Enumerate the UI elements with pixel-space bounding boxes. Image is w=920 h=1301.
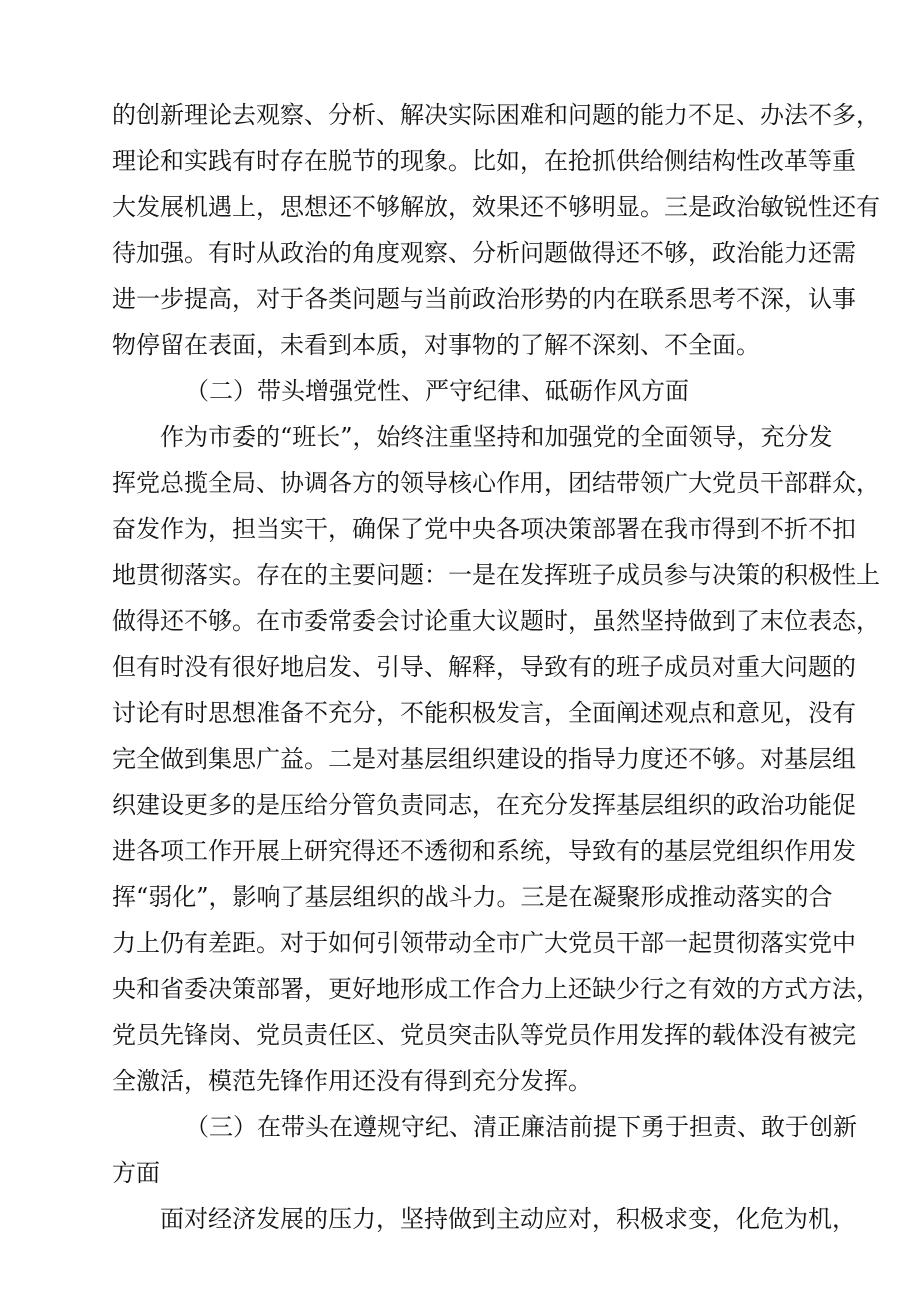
paragraph-line: 理论和实践有时存在脱节的现象。比如，在抢抓供给侧结构性改革等重 bbox=[112, 147, 856, 175]
paragraph-line: 做得还不够。在市委常委会讨论重大议题时，虽然坚持做到了末位表态， bbox=[112, 607, 880, 635]
paragraph-line: 挥党总揽全局、协调各方的领导核心作用，团结带领广大党员干部群众， bbox=[112, 469, 880, 497]
paragraph-line: 讨论有时思想准备不充分，不能积极发言，全面阐述观点和意见，没有 bbox=[112, 699, 856, 727]
paragraph-line: 完全做到集思广益。二是对基层组织建设的指导力度还不够。对基层组 bbox=[112, 745, 856, 773]
paragraph-line: 进各项工作开展上研究得还不透彻和系统，导致有的基层党组织作用发 bbox=[112, 837, 856, 865]
paragraph-line: 奋发作为，担当实干，确保了党中央各项决策部署在我市得到不折不扣 bbox=[112, 515, 856, 543]
paragraph-line: 力上仍有差距。对于如何引领带动全市广大党员干部一起贯彻落实党中 bbox=[112, 929, 856, 957]
paragraph-line: 全激活，模范先锋作用还没有得到充分发挥。 bbox=[112, 1067, 592, 1095]
paragraph-line: 党员先锋岗、党员责任区、党员突击队等党员作用发挥的载体没有被完 bbox=[112, 1021, 856, 1049]
section-heading: 方面 bbox=[112, 1159, 160, 1187]
section-heading: （二）带头增强党性、严守纪律、砥砺作风方面 bbox=[185, 377, 689, 405]
paragraph-line: 地贯彻落实。存在的主要问题：一是在发挥班子成员参与决策的积极性上 bbox=[112, 561, 880, 589]
paragraph-line: 面对经济发展的压力，坚持做到主动应对，积极求变，化危为机， bbox=[160, 1205, 856, 1233]
paragraph-line: 织建设更多的是压给分管负责同志，在充分发挥基层组织的政治功能促 bbox=[112, 791, 856, 819]
paragraph-line: 的创新理论去观察、分析、解决实际困难和问题的能力不足、办法不多， bbox=[112, 101, 880, 129]
paragraph-line: 物停留在表面，未看到本质，对事物的了解不深刻、不全面。 bbox=[112, 331, 760, 359]
section-heading: （三）在带头在遵规守纪、清正廉洁前提下勇于担责、敢于创新 bbox=[185, 1113, 857, 1141]
paragraph-line: 央和省委决策部署，更好地形成工作合力上还缺少行之有效的方式方法， bbox=[112, 975, 880, 1003]
paragraph-line: 大发展机遇上，思想还不够解放，效果还不够明显。三是政治敏锐性还有 bbox=[112, 193, 880, 221]
paragraph-line: 但有时没有很好地启发、引导、解释，导致有的班子成员对重大问题的 bbox=[112, 653, 856, 681]
paragraph-line: 进一步提高，对于各类问题与当前政治形势的内在联系思考不深，认事 bbox=[112, 285, 856, 313]
paragraph-line: 挥“弱化”，影响了基层组织的战斗力。三是在凝聚形成推动落实的合 bbox=[112, 883, 833, 911]
paragraph-line: 待加强。有时从政治的角度观察、分析问题做得还不够，政治能力还需 bbox=[112, 239, 856, 267]
paragraph-line: 作为市委的“班长”，始终注重坚持和加强党的全面领导，充分发 bbox=[160, 423, 833, 451]
